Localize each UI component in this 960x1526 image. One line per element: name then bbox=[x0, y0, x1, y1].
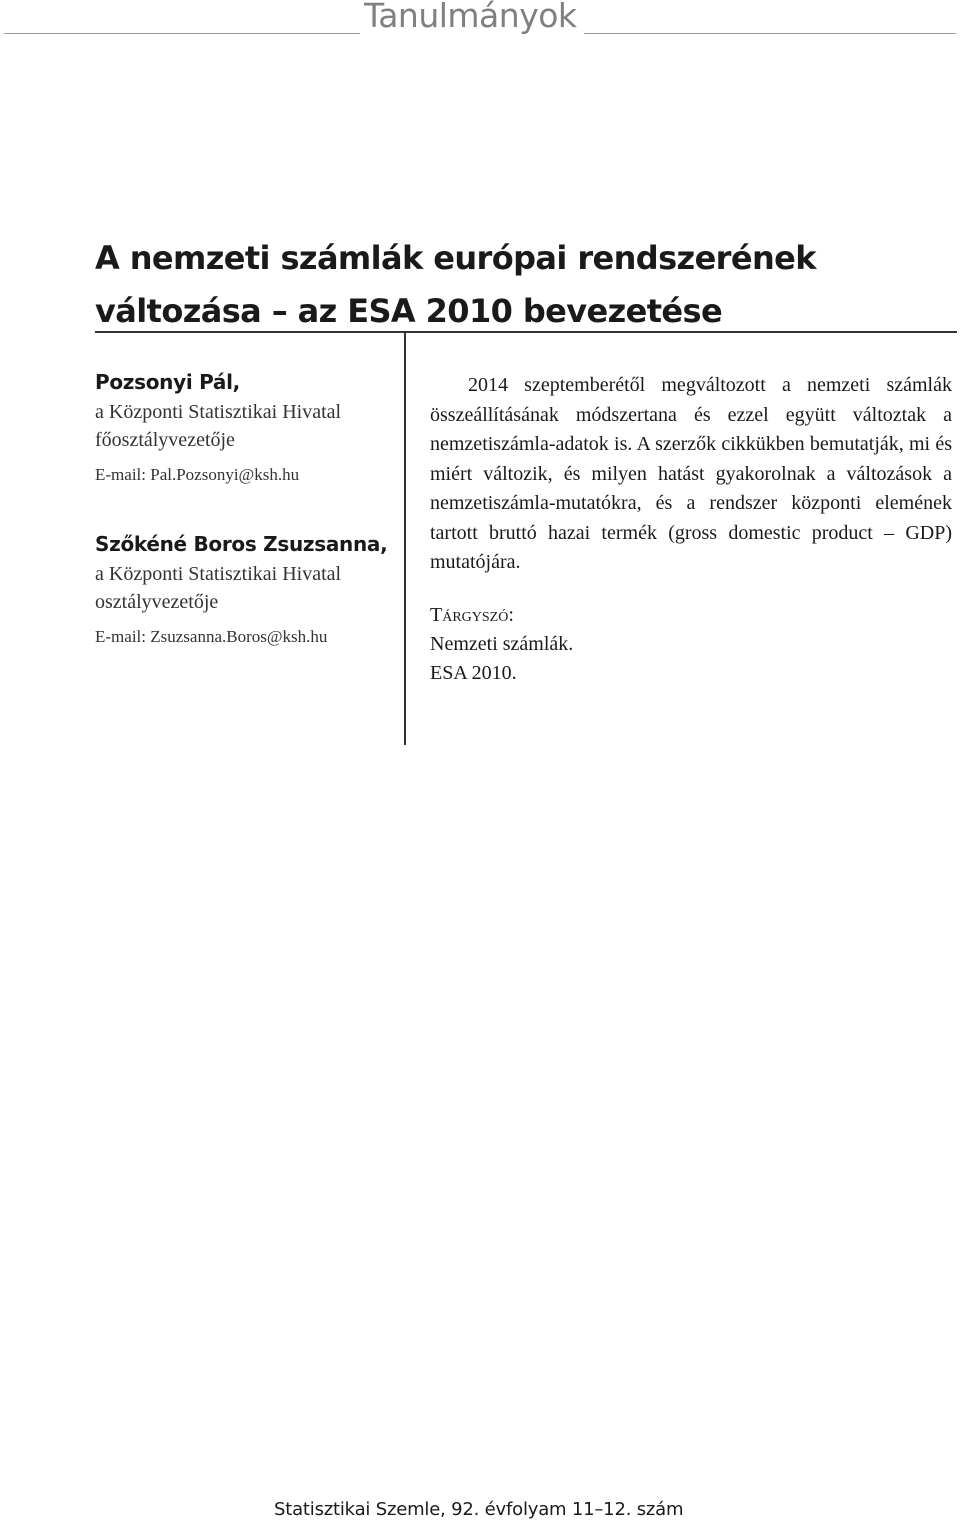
section-label: Tanulmányok bbox=[364, 0, 577, 35]
abstract-text: 2014 szeptemberétől megváltozott a nemzeti számlák összeállításának módszertana és ezzel együtt változtak a nemzetiszámla-adatok is. A szerzők cikkükben bemutatják, mi és miért változik, és milyen hatást gyakorolnak a változások a nemzetiszámla-mutatókra, és a rendszer központi elemének tartott bruttó hazai termék (gross domestic product – GDP) mutatójára. bbox=[430, 374, 952, 573]
article-title-line2: változása – az ESA 2010 bevezetése bbox=[95, 292, 723, 330]
author-name: Szőkéné Boros Zsuzsanna, bbox=[95, 532, 388, 556]
author-email[interactable]: E-mail: Pal.Pozsonyi@ksh.hu bbox=[95, 465, 300, 484]
author-role: a Központi Statisztikai Hivatal bbox=[95, 401, 342, 423]
author-title: osztályvezetője bbox=[95, 591, 219, 613]
author-title: főosztályvezetője bbox=[95, 429, 235, 451]
column-divider bbox=[404, 331, 406, 745]
author-email[interactable]: E-mail: Zsuzsanna.Boros@ksh.hu bbox=[95, 627, 328, 646]
author-block bbox=[95, 528, 395, 650]
page-footer: Statisztikai Szemle, 92. évfolyam 11–12. szám bbox=[274, 1499, 684, 1520]
author-role: a Központi Statisztikai Hivatal bbox=[95, 563, 342, 585]
keywords-label: Tárgyszó: bbox=[430, 604, 514, 626]
author-block bbox=[95, 366, 395, 488]
author-name: Pozsonyi Pál, bbox=[95, 370, 240, 394]
article-title bbox=[95, 232, 895, 338]
keyword-item: ESA 2010. bbox=[430, 662, 517, 684]
header-rule-right bbox=[584, 33, 956, 34]
article-title-line1: A nemzeti számlák európai rendszerének bbox=[95, 239, 816, 277]
authors-column bbox=[95, 366, 395, 650]
keyword-item: Nemzeti számlák. bbox=[430, 633, 574, 655]
title-rule bbox=[95, 331, 957, 333]
header-rule-left bbox=[4, 33, 360, 34]
keywords bbox=[430, 601, 952, 688]
section-header bbox=[0, 0, 960, 40]
